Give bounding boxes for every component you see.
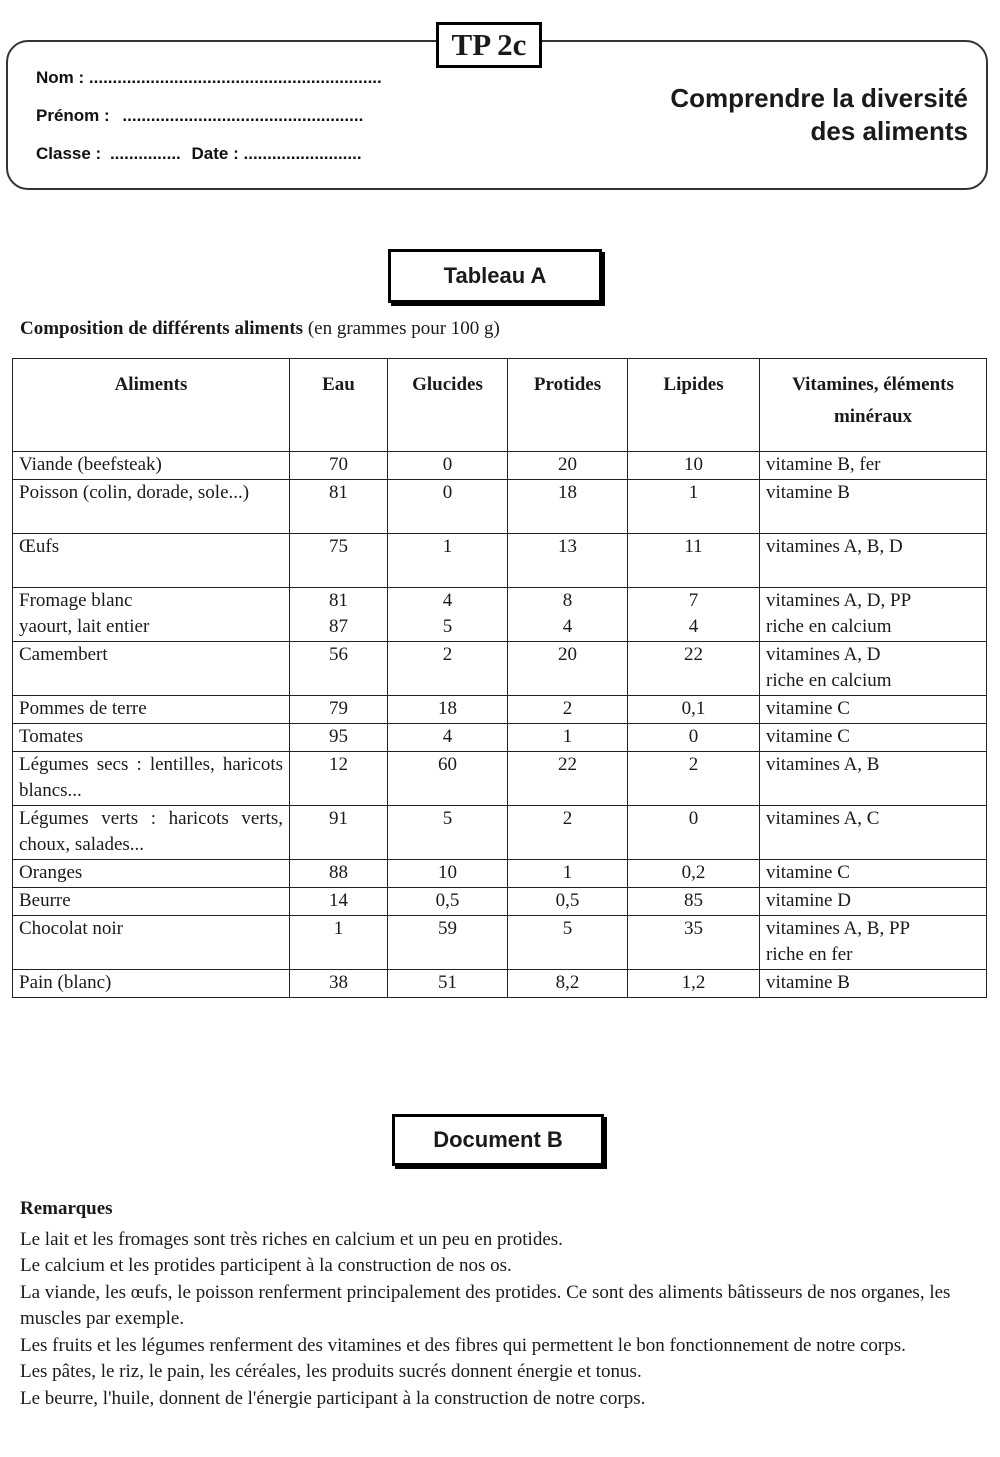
cell-protides: 5 [508,916,628,970]
col-header-vitamines: Vitamines, éléments minéraux [760,359,987,452]
cell-eau: 81 [290,480,388,534]
remarks-title: Remarques [20,1198,113,1219]
caption-rest: (en grammes pour 100 g) [303,318,500,339]
remark-line: Le calcium et les protides participent à la construction de nos os. [20,1255,512,1276]
cell-vitamines: vitamine C [760,724,987,752]
cell-lipides: 35 [628,916,760,970]
cell-protides: 20 [508,642,628,696]
table-row [13,752,987,806]
cell-vitamines: vitamine B [760,970,987,998]
cell-eau: 75 [290,534,388,588]
composition-table [12,358,987,998]
cell-protides: 8 4 [508,588,628,642]
prenom-label: Prénom : [36,106,110,125]
table-row [13,806,987,860]
cell-glucides: 4 [388,724,508,752]
cell-food: Œufs [13,534,290,588]
cell-glucides: 59 [388,916,508,970]
title-line-1: Comprendre la diversité [670,83,968,113]
classe-date-field [36,144,362,164]
tp-label: TP 2c [436,22,542,68]
remark-line: Le beurre, l'huile, donnent de l'énergie participant à la construction de notre corps. [20,1387,646,1409]
date-label: Date : [191,144,239,163]
cell-vitamines: vitamine B [760,480,987,534]
date-dots: ......................... [243,144,362,163]
table-header-row [13,359,987,452]
cell-food: Pain (blanc) [13,970,290,998]
cell-eau: 91 [290,806,388,860]
cell-food: Fromage blanc yaourt, lait entier [13,588,290,642]
cell-food: Pommes de terre [13,696,290,724]
table-row [13,642,987,696]
cell-lipides: 2 [628,752,760,806]
cell-vitamines: vitamines A, D riche en calcium [760,642,987,696]
cell-eau: 38 [290,970,388,998]
remark-line: Les fruits et les légumes renferment des vitamines et des fibres qui permettent le bon fonctionnement de notre corps. [20,1334,906,1356]
cell-eau: 95 [290,724,388,752]
cell-vitamines: vitamine C [760,860,987,888]
table-row [13,452,987,480]
caption-bold: Composition de différents aliments [20,318,304,339]
remarks-section [20,1196,985,1412]
cell-eau: 88 [290,860,388,888]
table-row [13,724,987,752]
document-b-heading: Document B [392,1114,604,1166]
cell-lipides: 10 [628,452,760,480]
cell-eau: 14 [290,888,388,916]
cell-lipides: 7 4 [628,588,760,642]
cell-food: Oranges [13,860,290,888]
table-caption [20,318,500,340]
cell-protides: 22 [508,752,628,806]
col-header-glucides: Glucides [388,359,508,452]
cell-eau: 79 [290,696,388,724]
table-row [13,480,987,534]
table-row [13,534,987,588]
cell-glucides: 5 [388,806,508,860]
remark-line: Le lait et les fromages sont très riches en calcium et un peu en protides. [20,1228,563,1250]
cell-lipides: 0,1 [628,696,760,724]
cell-lipides: 0,2 [628,860,760,888]
tableau-a-heading: Tableau A [388,249,602,303]
cell-glucides: 2 [388,642,508,696]
prenom-dots: ................................................... [122,106,364,125]
table-row [13,888,987,916]
cell-lipides: 22 [628,642,760,696]
cell-lipides: 1,2 [628,970,760,998]
nom-dots: .............................................................. [88,68,382,87]
table-row [13,696,987,724]
col-header-eau: Eau [290,359,388,452]
cell-glucides: 4 5 [388,588,508,642]
nom-field [36,68,382,88]
cell-vitamines: vitamine C [760,696,987,724]
cell-eau: 1 [290,916,388,970]
cell-lipides: 1 [628,480,760,534]
prenom-field [36,106,363,126]
cell-protides: 2 [508,696,628,724]
cell-protides: 20 [508,452,628,480]
remark-line: La viande, les œufs, le poisson renferment principalement des protides. Ce sont des aliments bâtisseurs de nos organes, les muscles par exemple. [20,1281,951,1329]
cell-protides: 2 [508,806,628,860]
classe-label: Classe : [36,144,102,163]
cell-glucides: 0,5 [388,888,508,916]
cell-protides: 13 [508,534,628,588]
cell-vitamines: vitamines A, B, PP riche en fer [760,916,987,970]
table-row [13,860,987,888]
table-row [13,588,987,642]
cell-protides: 0,5 [508,888,628,916]
cell-lipides: 11 [628,534,760,588]
cell-food: Chocolat noir [13,916,290,970]
cell-glucides: 10 [388,860,508,888]
classe-dots: ............... [109,144,181,163]
cell-glucides: 1 [388,534,508,588]
table-row [13,916,987,970]
cell-protides: 8,2 [508,970,628,998]
col-header-lipides: Lipides [628,359,760,452]
table-row [13,970,987,998]
cell-glucides: 0 [388,452,508,480]
cell-food: Camembert [13,642,290,696]
cell-eau: 81 87 [290,588,388,642]
cell-food: Viande (beefsteak) [13,452,290,480]
cell-vitamines: vitamines A, B [760,752,987,806]
cell-lipides: 0 [628,806,760,860]
cell-lipides: 0 [628,724,760,752]
cell-food: Légumes secs : lentilles, haricots blancs... [13,752,290,806]
col-header-aliments: Aliments [13,359,290,452]
col-header-protides: Protides [508,359,628,452]
cell-eau: 56 [290,642,388,696]
cell-glucides: 60 [388,752,508,806]
cell-vitamines: vitamines A, C [760,806,987,860]
cell-protides: 1 [508,724,628,752]
cell-eau: 12 [290,752,388,806]
cell-glucides: 51 [388,970,508,998]
cell-glucides: 0 [388,480,508,534]
cell-food: Beurre [13,888,290,916]
cell-vitamines: vitamines A, B, D [760,534,987,588]
cell-food: Légumes verts : haricots verts, choux, salades... [13,806,290,860]
cell-vitamines: vitamines A, D, PP riche en calcium [760,588,987,642]
worksheet-title [670,82,968,148]
nom-label: Nom : [36,68,85,87]
title-line-2: des aliments [810,116,968,146]
cell-food: Tomates [13,724,290,752]
cell-vitamines: vitamine B, fer [760,452,987,480]
cell-eau: 70 [290,452,388,480]
cell-glucides: 18 [388,696,508,724]
remark-line: Les pâtes, le riz, le pain, les céréales, les produits sucrés donnent énergie et tonus. [20,1361,642,1382]
cell-protides: 18 [508,480,628,534]
cell-vitamines: vitamine D [760,888,987,916]
cell-protides: 1 [508,860,628,888]
cell-lipides: 85 [628,888,760,916]
cell-food: Poisson (colin, dorade, sole...) [13,480,290,534]
